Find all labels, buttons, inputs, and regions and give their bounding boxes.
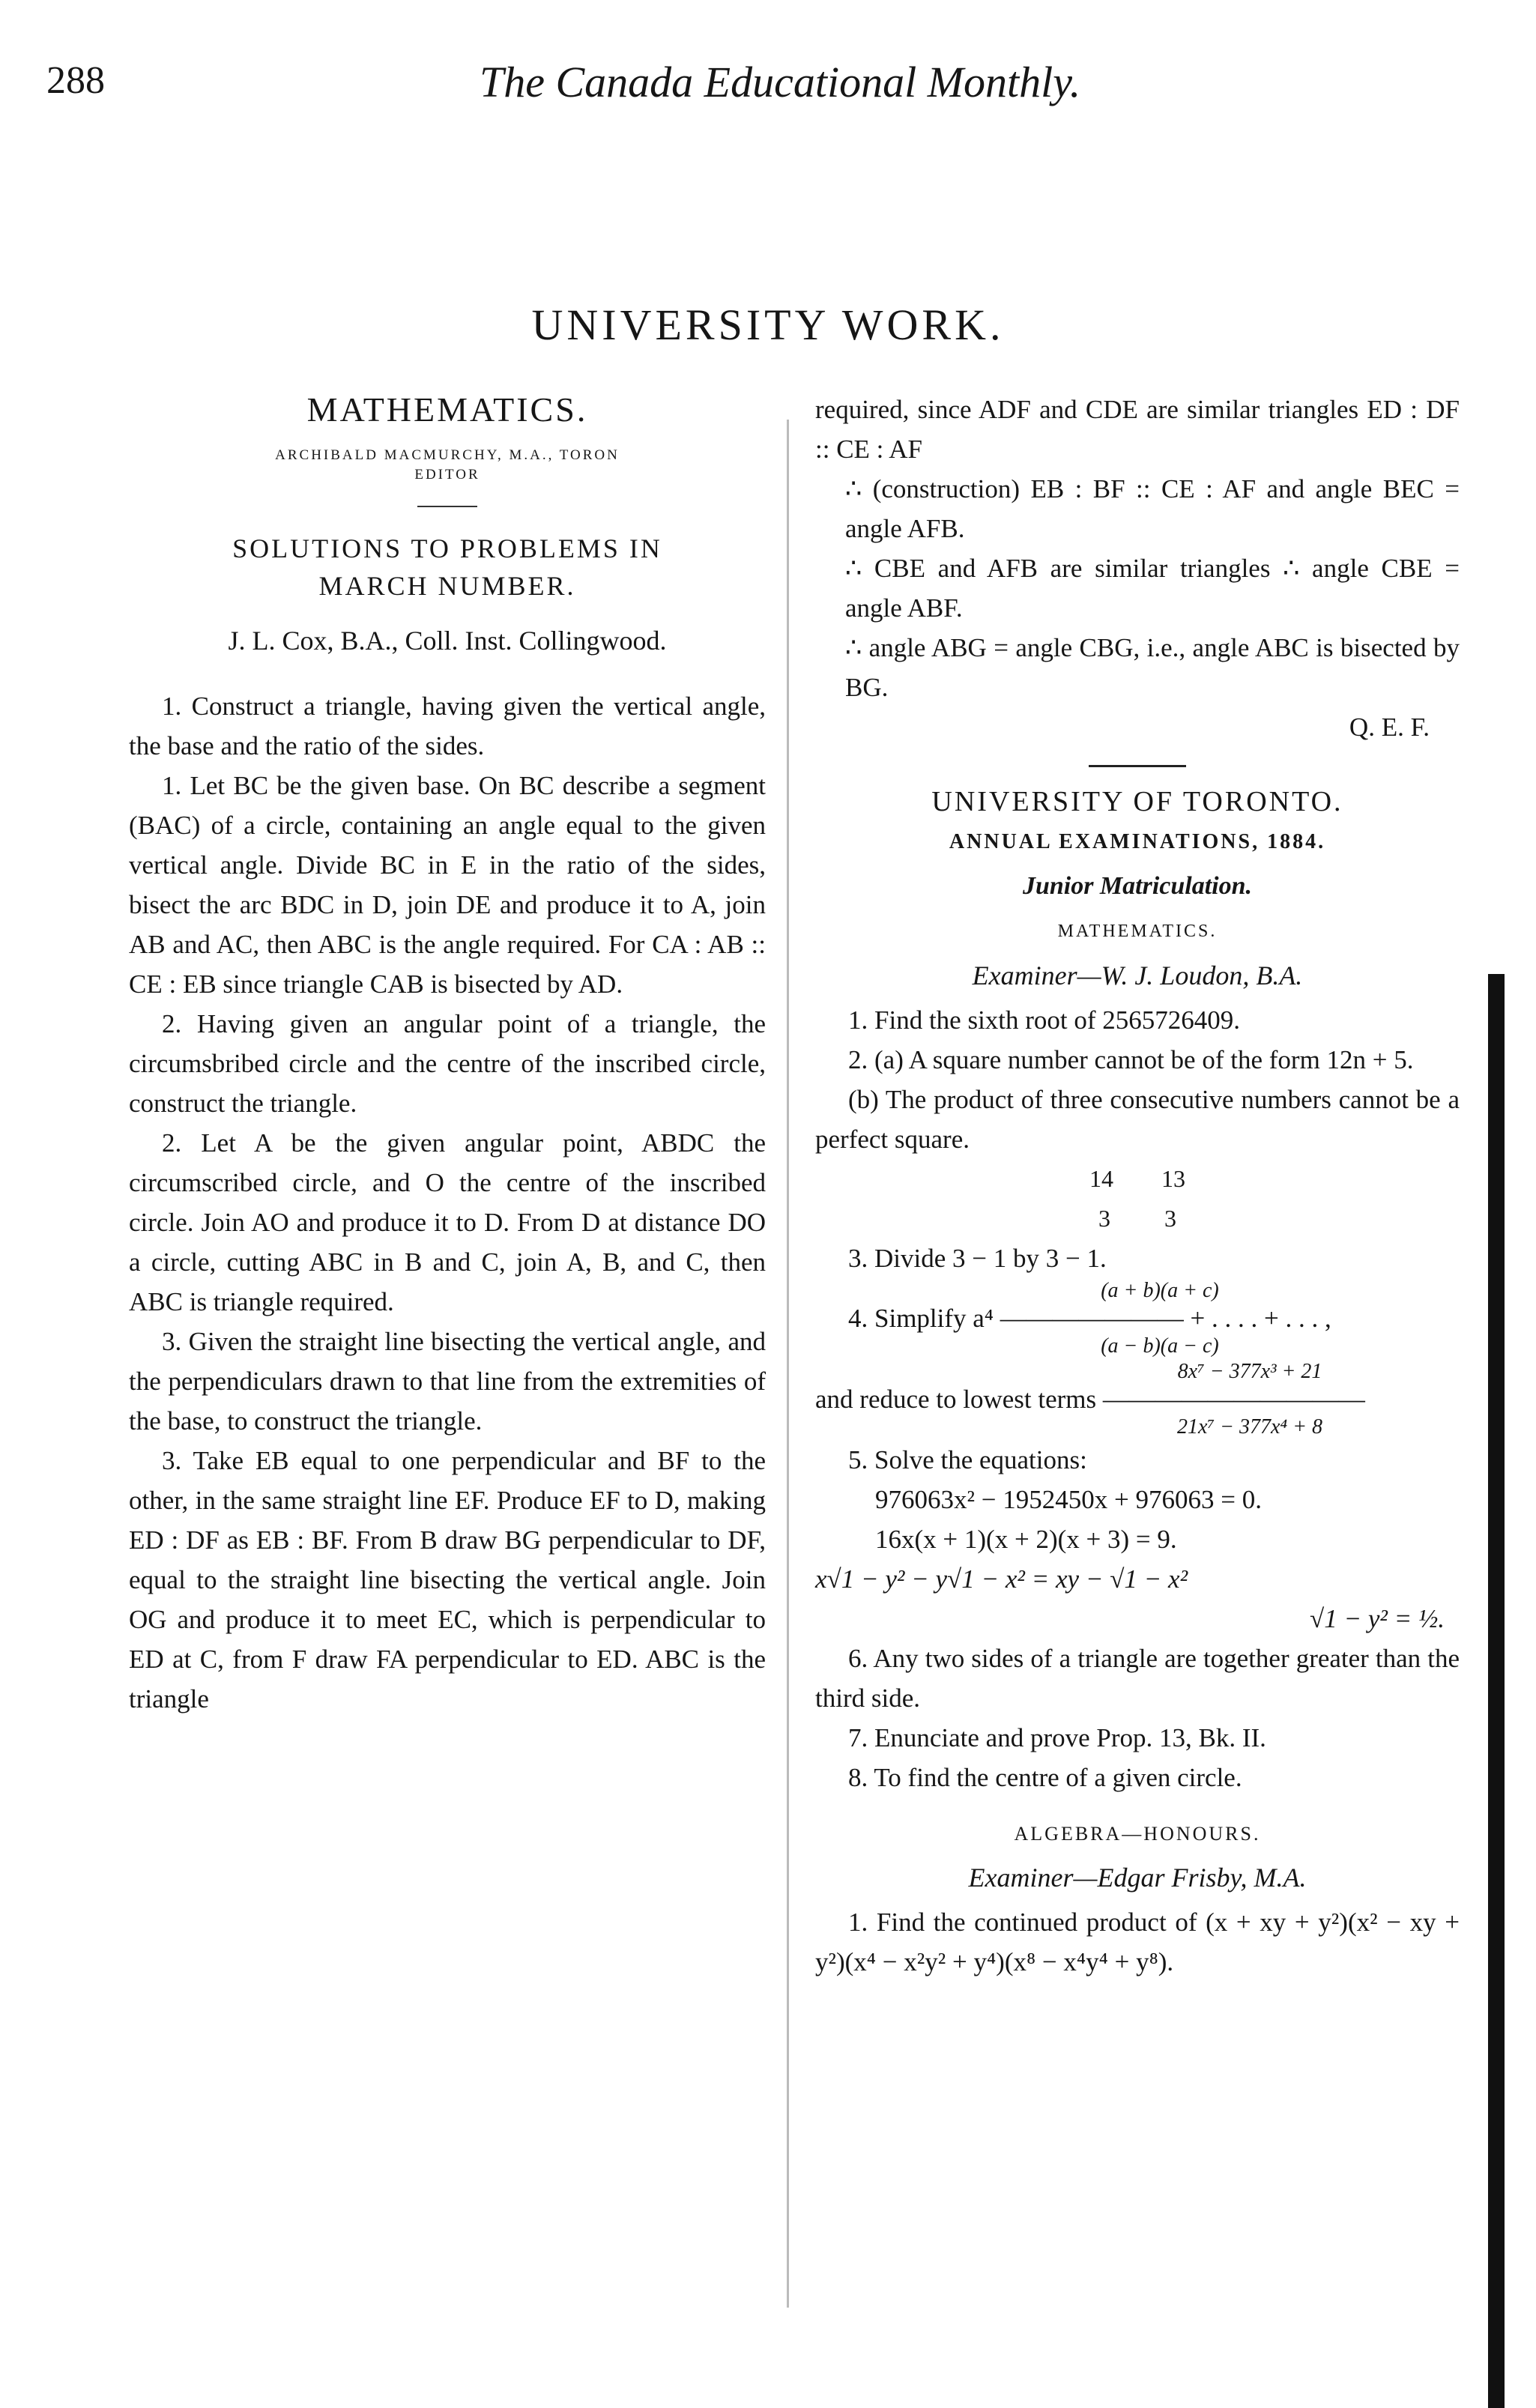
equation-3-tail: √1 − y² = ½. bbox=[1310, 1604, 1445, 1633]
problem-3: 3. Given the straight line bisecting the vertical angle, and the perpendiculars drawn to that line from the extremities of the base, to construct the triangle. bbox=[129, 1327, 766, 1436]
question-4-numerator: (a + b)(a + c) bbox=[1101, 1279, 1219, 1302]
continuation-line-4: ∴ angle ABG = angle CBG, i.e., angle ABC is bisected by BG. bbox=[845, 633, 1460, 702]
continuation-line-1: required, since ADF and CDE are similar triangles ED : DF :: CE : AF bbox=[815, 395, 1460, 464]
question-7: 7. Enunciate and prove Prop. 13, Bk. II. bbox=[848, 1723, 1266, 1752]
continuation-line-2: ∴ (construction) EB : BF :: CE : AF and angle BEC = angle AFB. bbox=[845, 474, 1460, 543]
question-2a: 2. (a) A square number cannot be of the form 12n + 5. bbox=[848, 1045, 1414, 1074]
examiner-1: Examiner—W. J. Loudon, B.A. bbox=[972, 961, 1303, 990]
running-title: The Canada Educational Monthly. bbox=[480, 58, 1081, 106]
section-rule bbox=[1089, 765, 1186, 767]
section-heading: MATHEMATICS. bbox=[306, 390, 588, 429]
mathematics-heading: MATHEMATICS. bbox=[1057, 922, 1218, 941]
continuation-line-3: ∴ CBE and AFB are similar triangles ∴ angle CBE = angle ABF. bbox=[845, 554, 1460, 623]
algebra-question-1: 1. Find the continued product of (x + xy + y²)(x² − xy + y²)(x⁴ − x²y² + y⁴)(x⁸ − x⁴y⁴ + y⁸). bbox=[815, 1908, 1460, 1976]
question-2b: (b) The product of three consecutive numbers cannot be a perfect square. bbox=[815, 1085, 1460, 1154]
solution-3: 3. Take EB equal to one perpendicular and BF to the other, in the same straight line EF. Produce EF to D, making ED : DF as EB : BF. From B draw BG perpendicular to DF, equal to the straight line bisecting the vertical angle. Join OG and produce it to meet EC, which is perpendicular to ED at C, from F draw FA perpendicular to ED. ABC is the triangle bbox=[129, 1446, 766, 1713]
question-4: 4. Simplify a⁴ ——————— + . . . . + . . . , bbox=[848, 1304, 1331, 1333]
question-5: 5. Solve the equations: bbox=[848, 1445, 1087, 1474]
reduce-line: and reduce to lowest terms —————————— bbox=[815, 1385, 1365, 1414]
annual-exams: ANNUAL EXAMINATIONS, 1884. bbox=[949, 830, 1326, 853]
problem-2: 2. Having given an angular point of a triangle, the circumsbribed circle and the centre of the inscribed circle, construct the triangle. bbox=[129, 1009, 766, 1118]
problem-1: 1. Construct a triangle, having given the vertical angle, the base and the ratio of the sides. bbox=[129, 692, 766, 760]
question-3-bases: 3 3 bbox=[1098, 1205, 1176, 1232]
question-3: 3. Divide 3 − 1 by 3 − 1. bbox=[848, 1244, 1107, 1273]
column-divider bbox=[787, 420, 789, 2308]
question-1: 1. Find the sixth root of 2565726409. bbox=[848, 1005, 1241, 1035]
question-3-exponents: 14 13 bbox=[1089, 1165, 1185, 1192]
solutions-subtitle: MARCH NUMBER. bbox=[318, 571, 576, 601]
question-6: 6. Any two sides of a triangle are together greater than the third side. bbox=[815, 1644, 1460, 1713]
examiner-2: Examiner—Edgar Frisby, M.A. bbox=[968, 1863, 1307, 1893]
page-number: 288 bbox=[46, 59, 105, 102]
solution-1: 1. Let BC be the given base. On BC describe a segment (BAC) of a circle, containing an angle equal to the given vertical angle. Divide BC in E in the ratio of the sides, bisect the arc BDC in D, join DE and produce it to A, join AB and AC, then ABC is the angle required. For CA : AB :: CE : EB since triangle CAB is bisected by AD. bbox=[129, 771, 766, 999]
page-edge-shadow bbox=[1488, 974, 1505, 2408]
right-column bbox=[815, 390, 1460, 1982]
main-title: UNIVERSITY WORK. bbox=[531, 300, 1005, 349]
solution-2: 2. Let A be the given angular point, ABDC the circumscribed circle, and O the centre of the inscribed circle. Join AO and produce it to D. From D at distance DO a circle, cutting ABC in B and C, join A, B, and C, then ABC is triangle required. bbox=[129, 1128, 766, 1316]
university-title: UNIVERSITY OF TORONTO. bbox=[931, 786, 1343, 817]
reduce-denominator: 21x⁷ − 377x⁴ + 8 bbox=[1176, 1415, 1323, 1439]
reduce-numerator: 8x⁷ − 377x³ + 21 bbox=[1177, 1360, 1322, 1383]
equation-2: 16x(x + 1)(x + 2)(x + 3) = 9. bbox=[875, 1525, 1177, 1554]
editor-line: ARCHIBALD MACMURCHY, M.A., TORON bbox=[275, 447, 620, 463]
equation-1: 976063x² − 1952450x + 976063 = 0. bbox=[875, 1485, 1262, 1514]
junior-matriculation: Junior Matriculation. bbox=[1022, 872, 1253, 900]
left-column bbox=[129, 390, 766, 1719]
solutions-title: SOLUTIONS TO PROBLEMS IN bbox=[232, 533, 662, 563]
equation-3: x√1 − y² − y√1 − x² = xy − √1 − x² bbox=[815, 1564, 1188, 1594]
short-rule bbox=[417, 506, 477, 507]
byline: J. L. Cox, B.A., Coll. Inst. Collingwood. bbox=[228, 626, 667, 656]
editor-role: EDITOR bbox=[414, 467, 480, 482]
question-8: 8. To find the centre of a given circle. bbox=[848, 1763, 1242, 1792]
qef-mark: Q. E. F. bbox=[1349, 713, 1430, 742]
algebra-heading: ALGEBRA—HONOURS. bbox=[1014, 1823, 1261, 1845]
question-4-denominator: (a − b)(a − c) bbox=[1101, 1334, 1219, 1358]
